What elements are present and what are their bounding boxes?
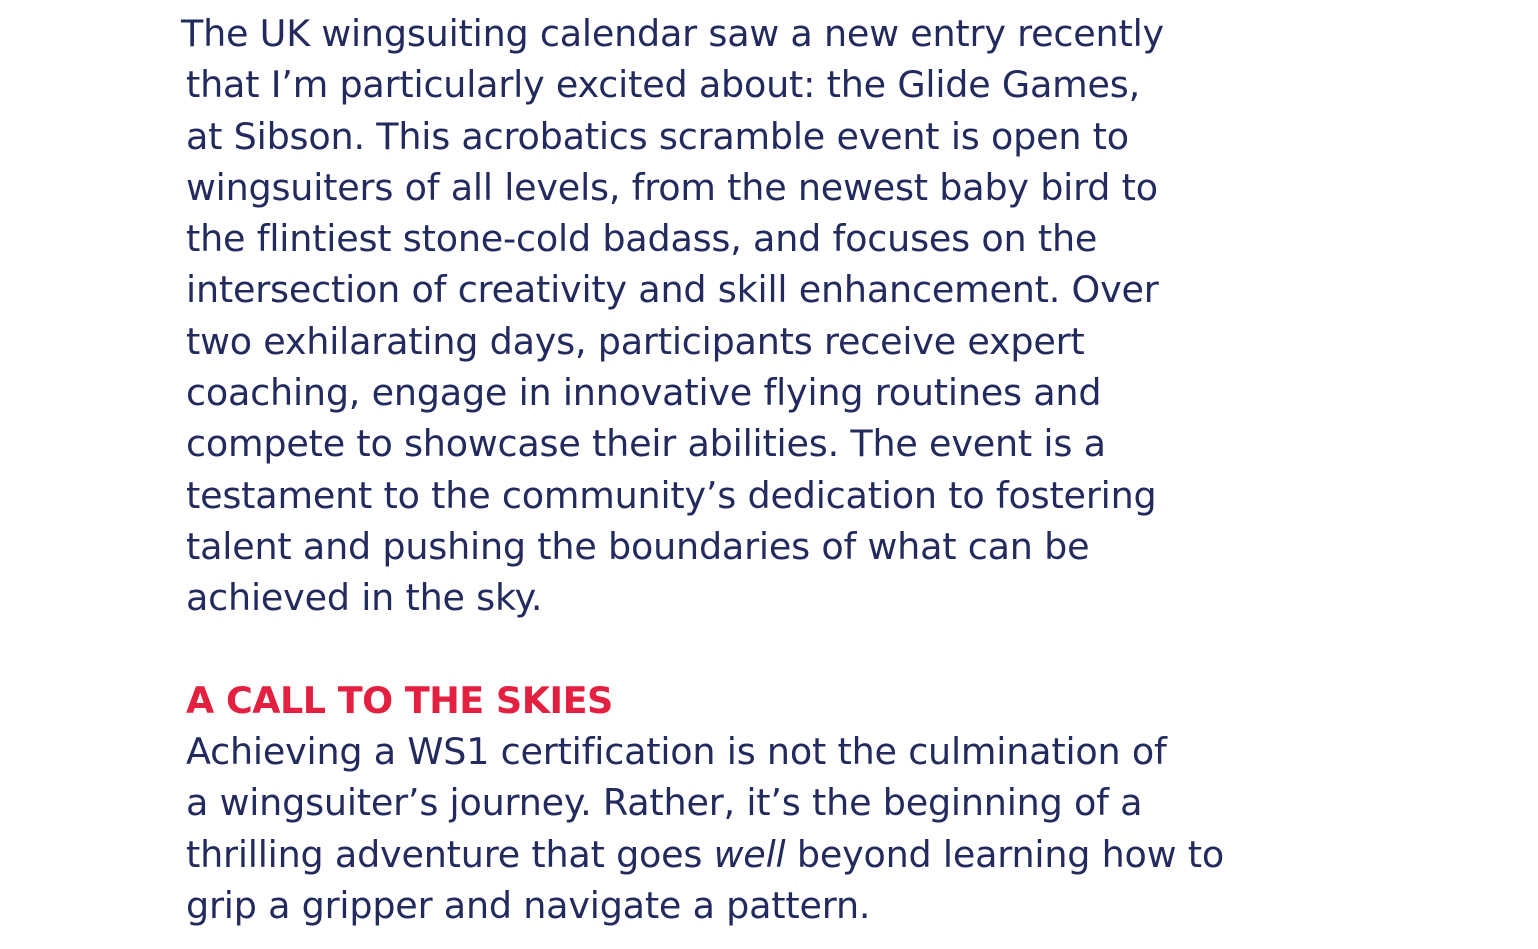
paragraph-line: compete to showcase their abilities. The event is a <box>186 422 1106 466</box>
section-spacer <box>186 624 1366 675</box>
paragraph-line: coaching, engage in innovative flying routines and <box>186 371 1102 415</box>
article-body <box>181 8 1366 931</box>
paragraph-line: grip a gripper and navigate a pattern. <box>186 884 871 928</box>
emphasis-word: well <box>713 832 786 876</box>
paragraph-line: The UK wingsuiting calendar saw a new entry recently <box>181 12 1164 55</box>
paragraph-line: Achieving a WS1 certification is not the culmination of <box>186 730 1167 774</box>
paragraph-line: wingsuiters of all levels, from the newest baby bird to <box>186 165 1158 209</box>
paragraph-line: that I’m particularly excited about: the Glide Games, <box>186 63 1141 107</box>
paragraph-line-emphasis <box>186 829 1366 880</box>
section-call-to-the-skies <box>186 675 1366 931</box>
paragraph-line: intersection of creativity and skill enhancement. Over <box>186 268 1159 312</box>
intro-paragraph <box>181 8 1366 624</box>
paragraph-line: a wingsuiter’s journey. Rather, it’s the beginning of a <box>186 781 1143 825</box>
paragraph-line: two exhilarating days, participants receive expert <box>186 319 1085 363</box>
paragraph-line: talent and pushing the boundaries of what can be <box>186 524 1090 568</box>
paragraph-line: testament to the community’s dedication to fostering <box>186 473 1157 517</box>
paragraph-line: achieved in the sky. <box>186 576 543 620</box>
text-segment: beyond learning how to <box>785 832 1224 876</box>
paragraph-line: at Sibson. This acrobatics scramble event is open to <box>186 114 1129 158</box>
section-heading: A CALL TO THE SKIES <box>186 678 613 722</box>
text-segment: thrilling adventure that goes <box>186 832 714 876</box>
paragraph-line: the flintiest stone-cold badass, and focuses on the <box>186 217 1098 261</box>
